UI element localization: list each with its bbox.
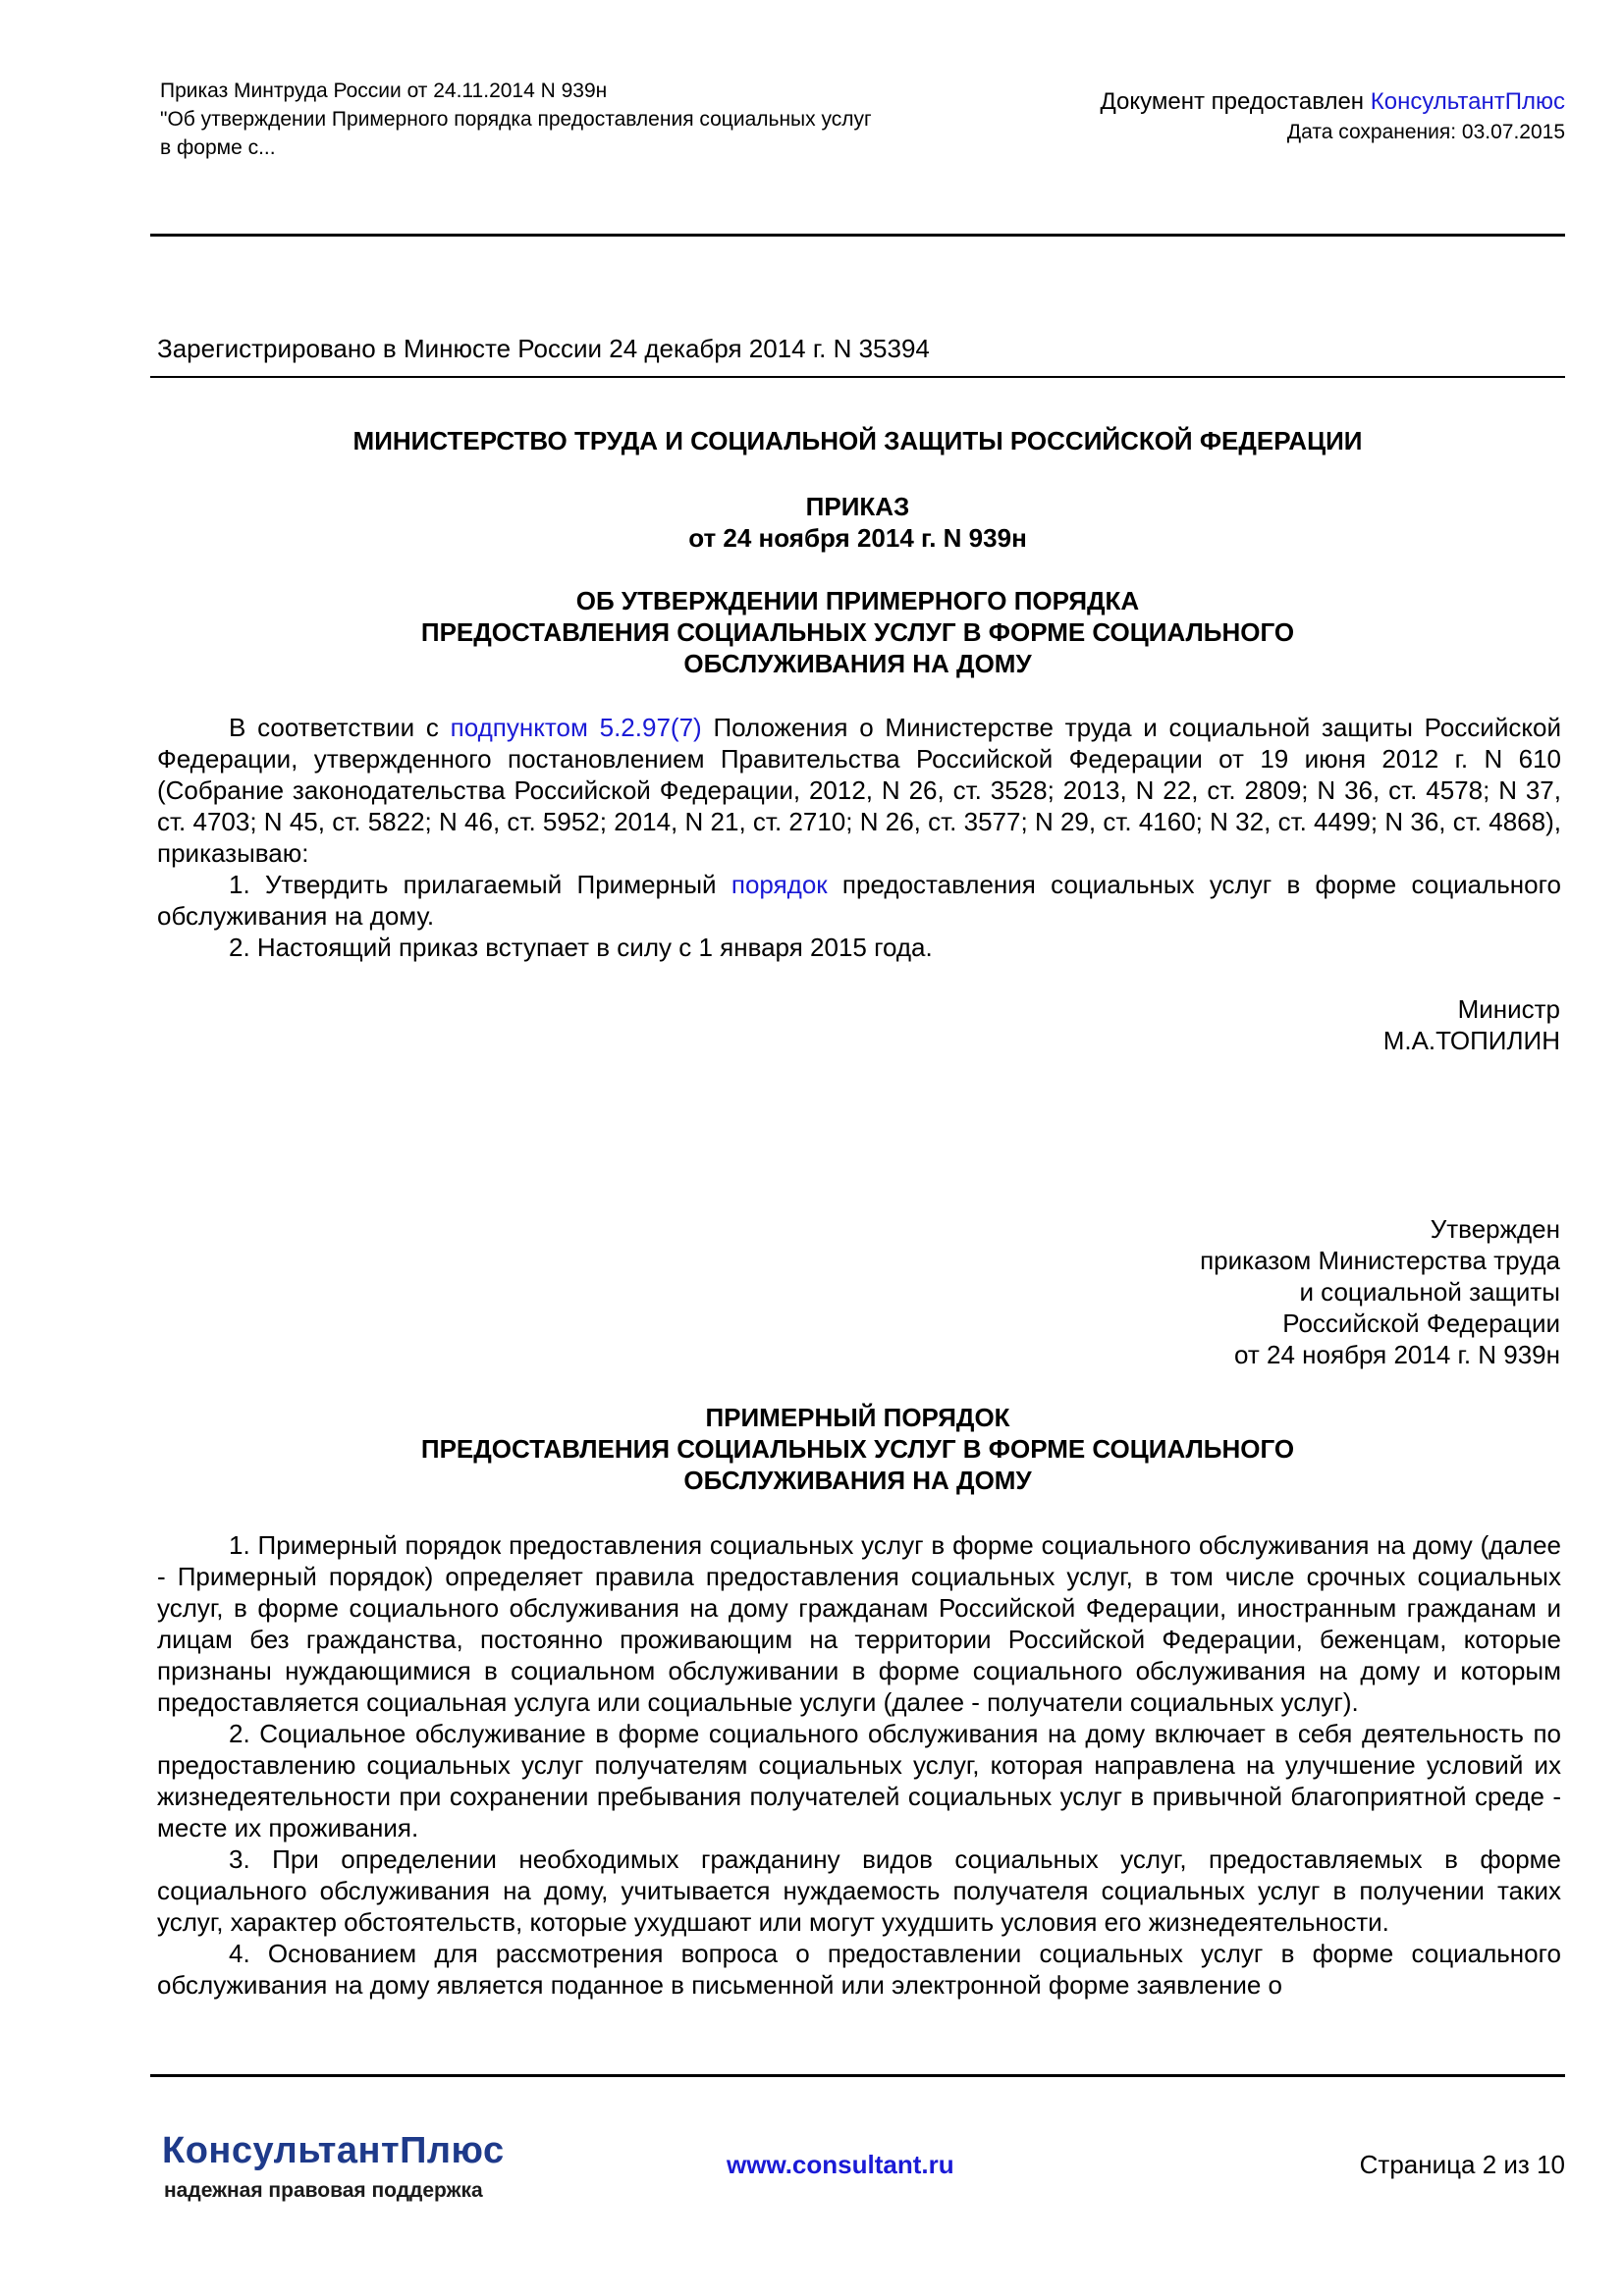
doc-reference-line-2: "Об утверждении Примерного порядка предоставления социальных услуг (160, 108, 872, 131)
item1-text-end: предоставления социальных услуг в форме социального обслуживания на дому. (157, 870, 1561, 931)
provided-by-label: Документ предоставлен (1100, 88, 1371, 115)
footer-brand-logo: КонсультантПлюс (162, 2130, 505, 2171)
order-item-2: 2. Настоящий приказ вступает в силу с 1 января 2015 года. (229, 933, 933, 962)
approval-line-4: Российской Федерации (1282, 1308, 1560, 1338)
ministry-title: МИНИСТЕРСТВО ТРУДА И СОЦИАЛЬНОЙ ЗАЩИТЫ РОССИЙСКОЙ ФЕДЕРАЦИИ (352, 426, 1363, 455)
registration-divider (150, 376, 1565, 378)
order-preamble (157, 712, 1561, 869)
order-date: от 24 ноября 2014 г. N 939н (688, 523, 1027, 553)
order-body (157, 712, 1561, 963)
preamble-text-end: Положения о Министерстве труда и социальной защиты Российской Федерации, утвержденного постановлением Правительства Российской Федерации от 19 июня 2012 г. N 610 (Собрание законодательства Российской Федерации, 2012, N 26, ст. 3528; 2013, N 22, ст. 2809; N 36, ст. 4578; N 37, ст. 4703; N 45, ст. 5822; N 46, ст. 5952; 2014, N 21, ст. 2710; N 26, ст. 3577; N 29, ст. 4160; N 32, ст. 4499; N 36, ст. 4868), приказываю: (157, 713, 1562, 868)
approval-line-5: от 24 ноября 2014 г. N 939н (1234, 1340, 1560, 1369)
procedure-title-line-1: ПРИМЕРНЫЙ ПОРЯДОК (705, 1403, 1010, 1432)
order-heading (150, 491, 1565, 554)
order-subject-line-2: ПРЕДОСТАВЛЕНИЯ СОЦИАЛЬНЫХ УСЛУГ В ФОРМЕ СОЦИАЛЬНОГО (420, 617, 1295, 647)
doc-reference-line-3: в форме с... (160, 136, 276, 159)
approval-line-2: приказом Министерства труда (1200, 1246, 1560, 1275)
signer-name: М.А.ТОПИЛИН (1382, 1026, 1560, 1055)
preamble-text-start: В соответствии с (229, 713, 451, 742)
procedure-paragraph-4: 4. Основанием для рассмотрения вопроса о предоставлении социальных услуг в форме социального обслуживания на дому является поданное в письменной или электронной форме заявление о (157, 1939, 1561, 2000)
order-item-1 (157, 869, 1561, 932)
procedure-title-line-2: ПРЕДОСТАВЛЕНИЯ СОЦИАЛЬНЫХ УСЛУГ В ФОРМЕ СОЦИАЛЬНОГО (420, 1434, 1295, 1464)
approval-line-3: и социальной защиты (1299, 1277, 1560, 1307)
procedure-paragraph-3: 3. При определении необходимых гражданину видов социальных услуг, предоставляемых в форме социального обслуживания на дому, учитывается нуждаемость получателя социальных услуг в получении таких услуг, характер обстоятельств, которые ухудшают или могут ухудшить условия его жизнедеятельности. (157, 1844, 1561, 1937)
order-title: ПРИКАЗ (805, 492, 910, 521)
doc-reference-line-1: Приказ Минтруда России от 24.11.2014 N 939н (160, 80, 608, 102)
header-divider (150, 234, 1565, 237)
procedure-title (150, 1402, 1565, 1496)
procedure-paragraph-1: 1. Примерный порядок предоставления социальных услуг в форме социального обслуживания на дому (далее - Примерный порядок) определяет правила предоставления социальных услуг, в том числе срочных социальных услуг, в форме социального обслуживания на дому гражданам Российской Федерации, иностранным гражданам и лицам без гражданства, постоянно проживающим на территории Российской Федерации, беженцам, которые признаны нуждающимися в социальном обслуживании в форме социального обслуживания на дому и которым предоставляется социальная услуга или социальные услуги (далее - получатели социальных услуг). (157, 1530, 1561, 1717)
registration-note: Зарегистрировано в Минюсте России 24 декабря 2014 г. N 35394 (157, 334, 930, 363)
procedure-paragraph-2: 2. Социальное обслуживание в форме социального обслуживания на дому включает в себя деятельность по предоставлению социальных услуг получателям социальных услуг, которая направлена на улучшение условий их жизнедеятельности при сохранении пребывания получателей социальных услуг в привычной благоприятной среде - месте их проживания. (157, 1719, 1561, 1842)
item1-text-start: 1. Утвердить прилагаемый Примерный (229, 870, 731, 899)
order-subject-line-1: ОБ УТВЕРЖДЕНИИ ПРИМЕРНОГО ПОРЯДКА (575, 586, 1140, 615)
saved-date: Дата сохранения: 03.07.2015 (1286, 121, 1565, 143)
approval-line-1: Утвержден (1430, 1214, 1560, 1244)
footer-divider (150, 2074, 1565, 2077)
order-subject (150, 585, 1565, 679)
provider-brand-link[interactable]: КонсультантПлюс (1370, 88, 1565, 115)
approval-block (1200, 1213, 1560, 1370)
footer-tagline: надежная правовая поддержка (164, 2179, 483, 2202)
signer-title: Министр (1457, 994, 1560, 1024)
signature-block (1383, 993, 1560, 1056)
subparagraph-link[interactable]: подпунктом 5.2.97(7) (450, 713, 702, 742)
footer-website-link[interactable]: www.consultant.ru (727, 2150, 954, 2179)
order-subject-line-3: ОБСЛУЖИВАНИЯ НА ДОМУ (683, 649, 1032, 678)
page-number: Страница 2 из 10 (1359, 2150, 1565, 2179)
procedure-title-line-3: ОБСЛУЖИВАНИЯ НА ДОМУ (683, 1466, 1032, 1495)
document-reference (160, 77, 926, 162)
procedure-body (157, 1529, 1561, 2001)
procedure-link[interactable]: порядок (731, 870, 828, 899)
provider-info (1101, 86, 1565, 147)
